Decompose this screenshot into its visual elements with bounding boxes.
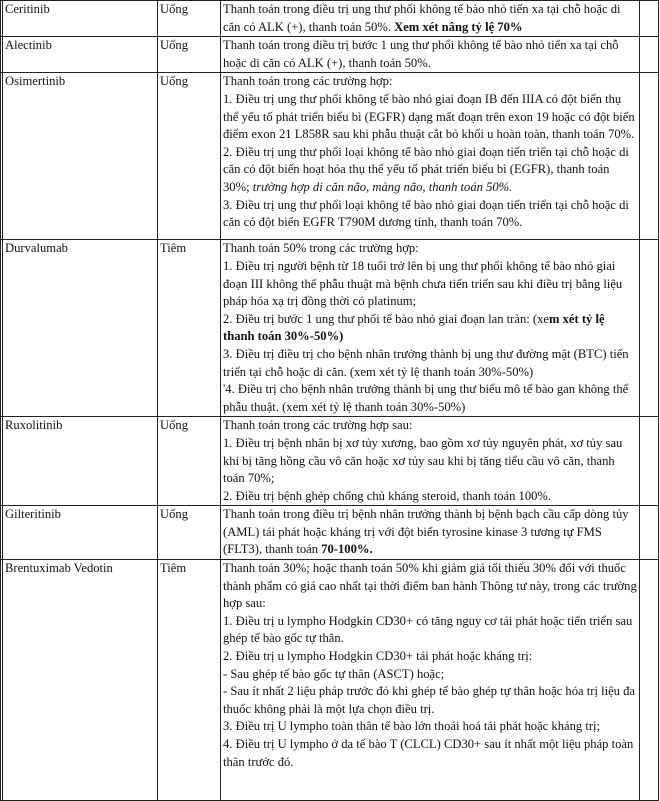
condition-text: Thanh toán trong các trường hợp sau: (223, 418, 413, 433)
condition-line (223, 311, 639, 346)
drug-name-cell: Ruxolitinib (3, 417, 158, 506)
payment-conditions-cell (221, 73, 640, 240)
table-row (1, 1, 659, 37)
route-cell: Tiêm (158, 240, 221, 417)
payment-conditions-cell (221, 37, 640, 73)
condition-text: 2. Điều trị bệnh ghép chống chủ kháng steroid, thanh toán 100%. (223, 488, 552, 503)
table-row (1, 240, 659, 417)
condition-text: - Sau ghép tế bào gốc tự thân (ASCT) hoặc; (223, 666, 445, 681)
condition-line (223, 718, 639, 736)
condition-line (223, 91, 639, 144)
condition-text: Thanh toán trong điều trị bệnh nhân trưởng thành bị bệnh bạch cầu cấp dòng tủy (AML) tái phát hoặc kháng trị với đột biến tyrosine kinase 3 tương tự FMS (FLT3), thanh toán (223, 507, 629, 557)
condition-line (223, 197, 639, 232)
payment-conditions-cell (221, 417, 640, 506)
condition-text: Thanh toán 50% trong các trường hợp: (223, 241, 419, 256)
table-row (1, 417, 659, 506)
condition-line (223, 613, 639, 648)
condition-text: 4. Điều trị U lympho ở da tế bào T (CLCL) CD30+ sau ít nhất một liệu pháp toàn thân trước đó. (223, 737, 634, 769)
condition-line (223, 73, 639, 91)
table-row (1, 37, 659, 73)
table-row (1, 560, 659, 801)
route-cell: Tiêm (158, 560, 221, 801)
payment-conditions-cell (221, 240, 640, 417)
condition-line (223, 560, 639, 613)
drug-name-cell: Alectinib (3, 37, 158, 73)
condition-text: Thanh toán trong điều trị bước 1 ung thư phổi không tế bào nhỏ tiến xa tại chỗ hoặc di căn có ALK (+), thanh toán 50%. (223, 38, 619, 70)
notes-cell (640, 506, 659, 560)
notes-cell (640, 73, 659, 240)
notes-cell (640, 560, 659, 801)
route-cell: Uống (158, 73, 221, 240)
condition-line (223, 240, 639, 258)
table-row (1, 73, 659, 240)
condition-emphasis: m xét tỷ lệ thanh toán 30%-50%) (223, 311, 605, 344)
condition-line (223, 736, 639, 771)
notes-cell (640, 37, 659, 73)
route-cell: Uống (158, 37, 221, 73)
condition-line (223, 144, 639, 197)
condition-line (223, 258, 639, 311)
condition-text: 3. Điều trị U lympho toàn thân tế bào lớn thoái hoá tái phát hoặc kháng trị; (223, 719, 601, 734)
notes-cell (640, 417, 659, 506)
condition-line (223, 683, 639, 718)
condition-text: 2. Điều trị u lympho Hodgkin CD30+ tái phát hoặc kháng trị: (223, 649, 533, 664)
route-cell: Uống (158, 1, 221, 37)
condition-line (223, 346, 639, 381)
condition-text: 2. Điều trị ung thư phổi loại không tế bào nhỏ giai đoạn tiến triển tại chỗ hoặc di căn có đột biến hoạt hóa thụ thể yếu tố phát triển biểu bì (EGFR), thanh toán 30%; (223, 144, 629, 194)
payment-conditions-cell (221, 506, 640, 560)
condition-line (223, 381, 639, 416)
table-row (1, 506, 659, 560)
condition-text: 1. Điều trị người bệnh từ 18 tuổi trở lên bị ung thư phổi không tế bào nhỏ giai đoạn III không thể phẫu thuật mà bệnh chưa tiến triển sau khi điều trị bằng liệu pháp hóa xạ trị đồng thời có platinum; (223, 258, 623, 309)
condition-emphasis: 70-100%. (321, 542, 373, 557)
condition-text: '4. Điều trị cho bệnh nhân trưởng thành bị ung thư biểu mô tế bào gan không thể phẫu thuật. (xem xét tỷ lệ thanh toán 30%-50%) (223, 382, 629, 414)
drug-name-cell: Durvalumab (3, 240, 158, 417)
condition-line (223, 488, 639, 506)
drug-name-cell: Osimertinib (3, 73, 158, 240)
drug-name-cell: Gilteritinib (3, 506, 158, 560)
payment-conditions-cell (221, 560, 640, 801)
condition-line (223, 37, 639, 72)
route-cell: Uống (158, 506, 221, 560)
payment-conditions-cell (221, 1, 640, 37)
condition-line (223, 648, 639, 666)
condition-line (223, 666, 639, 684)
condition-line (223, 435, 639, 488)
condition-text: - Sau ít nhất 2 liệu pháp trước đó khi ghép tế bào ghép tự thân hoặc hóa trị liệu đa thuốc không phải là một lựa chọn điều trị. (223, 684, 636, 716)
condition-line (223, 506, 639, 559)
notes-cell (640, 240, 659, 417)
condition-text: Thanh toán trong điều trị ung thư phổi không tế bào nhỏ tiến xa tại chỗ hoặc di căn có ALK (+), thanh toán 50%. (223, 2, 621, 34)
condition-text: 1. Điều trị ung thư phổi không tế bào nhỏ giai đoạn IB đến IIIA có đột biến thụ thể yếu tố phát triển biểu bì (EGFR) dạng mất đoạn trên exon 19 hoặc có đột biến điểm exon 21 L858R sau khi phẫu thuật cắt bỏ khối u hoàn toàn, thanh toán 70%. (223, 91, 635, 142)
condition-text: Thanh toán trong các trường hợp: (223, 74, 393, 89)
drug-name-cell: Ceritinib (3, 1, 158, 37)
condition-text: 3. Điều trị điều trị cho bệnh nhân trưởng thành bị ung thư đường mật (BTC) tiến triển tại chỗ hoặc di căn. (xem xét tỷ lệ thanh toán 30%-50%) (223, 346, 629, 379)
condition-line (223, 1, 639, 36)
condition-text: 2. Điều trị bước 1 ung thư phổi tế bào nhỏ giai đoạn lan tràn: (xe (223, 311, 549, 326)
condition-text: 3. Điều trị ung thư phổi loại không tế bào nhỏ giai đoạn tiến triển tại chỗ hoặc di căn có đột biến EGFR T790M dương tính, thanh toán 70%. (223, 197, 629, 230)
condition-line (223, 417, 639, 435)
condition-text: 1. Điều trị u lympho Hodgkin CD30+ có tăng nguy cơ tái phát hoặc tiến triển sau ghép tế bào gốc tự thân. (223, 613, 633, 646)
drug-name-cell: Brentuximab Vedotin (3, 560, 158, 801)
condition-text: Thanh toán 30%; hoặc thanh toán 50% khi giảm giá tối thiểu 30% đối với thuốc thành phẩm có giá cao nhất tại thời điểm ban hành Thông tư này, trong các trường hợp sau: (223, 561, 637, 611)
condition-text: 1. Điều trị bệnh nhân bị xơ tủy xương, bao gồm xơ tủy nguyên phát, xơ tủy sau khi bị tăng hồng cầu vô căn hoặc xơ tủy sau khi bị tăng tiểu cầu vô căn, thanh toán 70%; (223, 435, 623, 486)
notes-cell (640, 1, 659, 37)
route-cell: Uống (158, 417, 221, 506)
condition-emphasis: Xem xét nâng tỷ lệ 70% (394, 19, 523, 34)
condition-italic: trường hợp di căn não, màng não, thanh toán 50%. (252, 179, 513, 194)
